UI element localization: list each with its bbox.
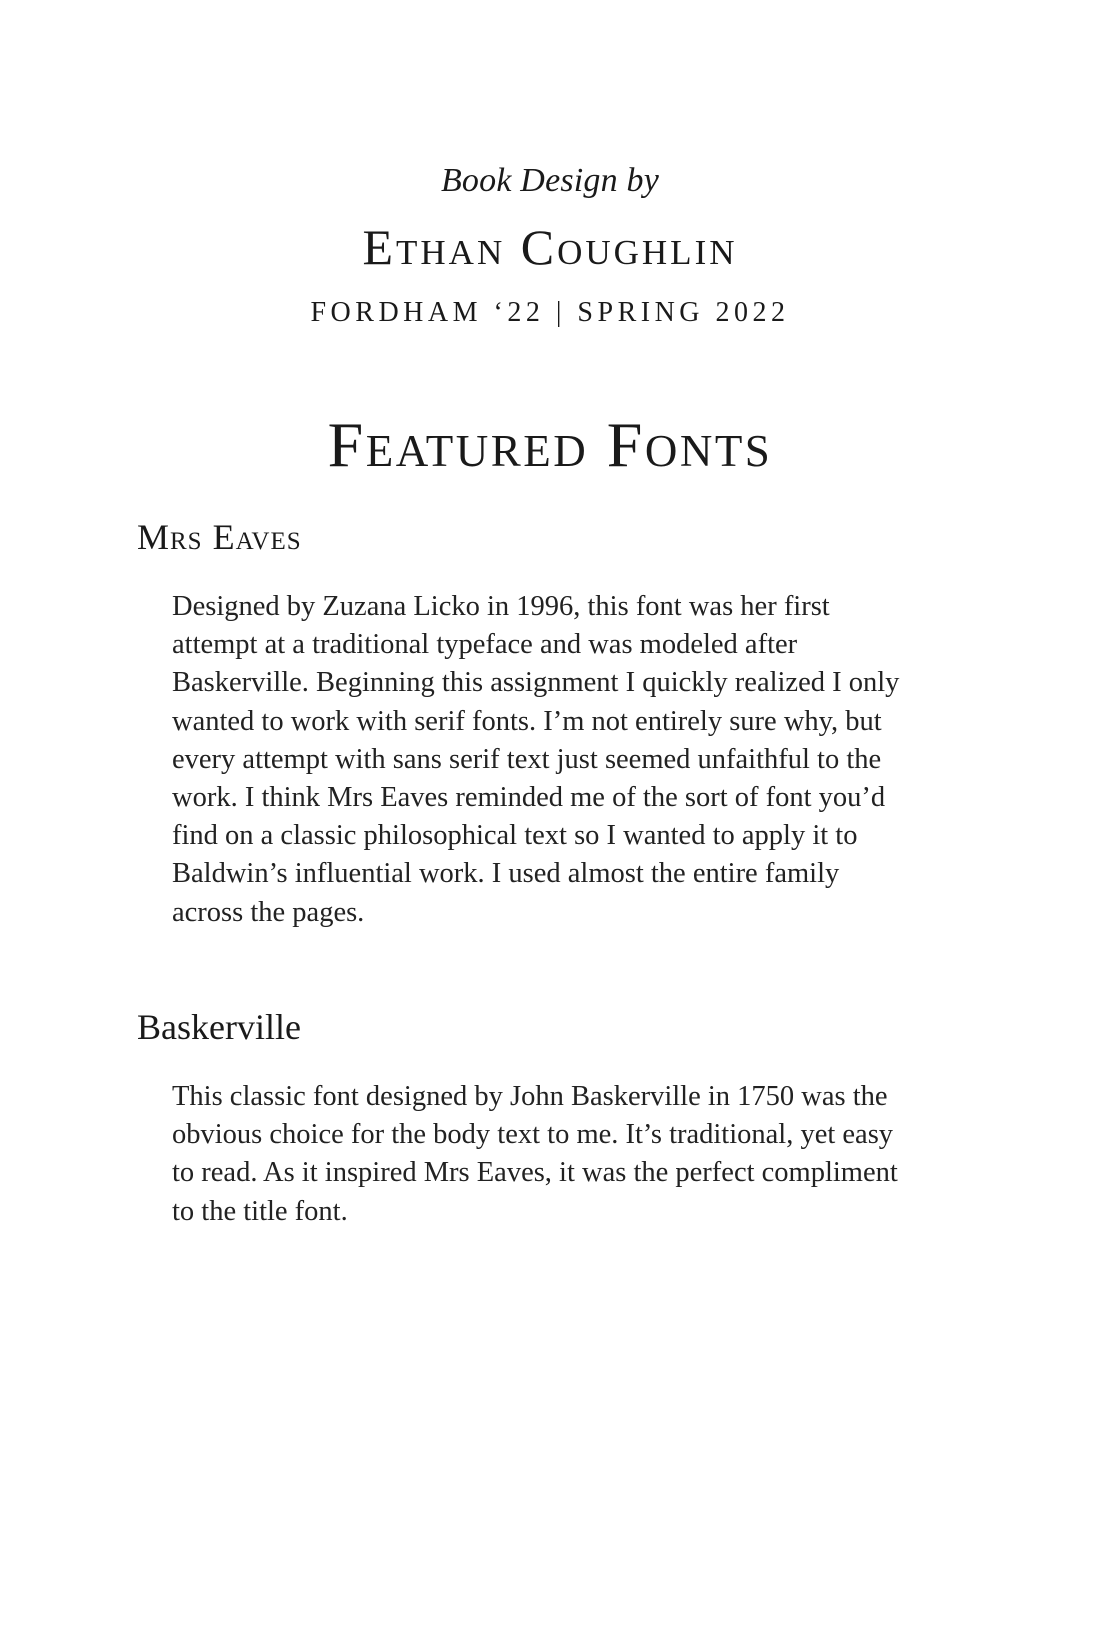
section-title: Featured Fonts	[327, 409, 773, 480]
credit-label: Book Design by	[440, 162, 660, 199]
designer-name: Ethan Coughlin	[362, 219, 738, 275]
font-heading-baskerville: Baskerville	[137, 1007, 301, 1047]
font-description-mrs-eaves: Designed by Zuzana Licko in 1996, this font was her first attempt at a traditional typeface and was modeled after Baskerville. Beginning this assignment I quickly realized I only wanted to work with serif fonts. I’m not entirely sure why, but every attempt with sans serif text just seemed unfaithful to the work. I think Mrs Eaves reminded me of the sort of font you’d find on a classic philosophical text so I wanted to apply it to Baldwin’s influential work. I used almost the entire family across the pages.	[172, 591, 900, 928]
font-heading-mrs-eaves: Mrs Eaves	[137, 517, 302, 557]
affiliation-line: FORDHAM ‘22 | SPRING 2022	[310, 297, 790, 328]
font-description-baskerville: This classic font designed by John Baskerville in 1750 was the obvious choice for the body text to me. It’s traditional, yet easy to read. As it inspired Mrs Eaves, it was the perfect compliment to the title font.	[172, 1081, 898, 1227]
